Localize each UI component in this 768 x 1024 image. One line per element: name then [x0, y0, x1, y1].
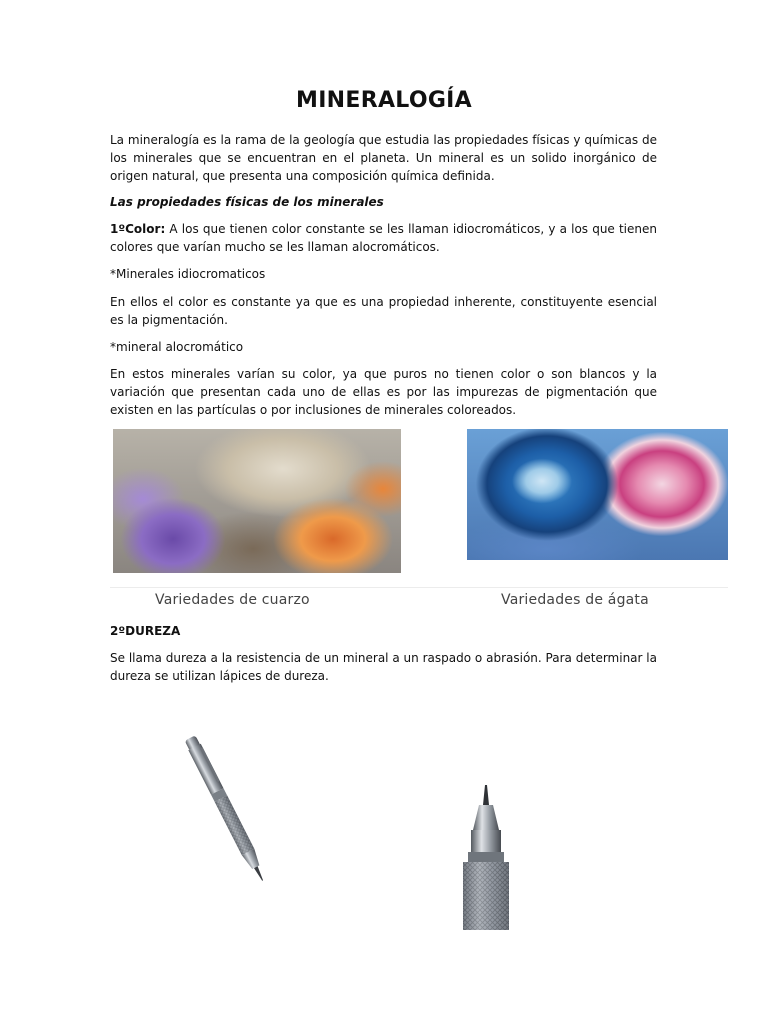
idio-heading: *Minerales idiocromaticos — [110, 267, 266, 281]
alo-heading: *mineral alocromático — [110, 340, 244, 354]
agate-caption: Variedades de ágata — [501, 592, 649, 608]
quartz-photo — [113, 429, 401, 573]
hardness-pencil-image-closeup — [365, 730, 605, 930]
caption-divider — [110, 587, 728, 588]
quartz-caption: Variedades de cuarzo — [155, 592, 310, 608]
page-title: MINERALOGÍA — [296, 88, 472, 113]
agate-photo — [467, 429, 728, 560]
alo-paragraph: En estos minerales varían su color, ya que puros no tienen color o son blancos y la variación que presentan cada uno de ellas es por las impurezas de pigmentación que existen en las partículas o por inclusiones de minerales coloreados. — [110, 367, 657, 417]
dureza-paragraph: Se llama dureza a la resistencia de un mineral a un raspado o abrasión. Para determinar la dureza se utilizan lápices de dureza. — [110, 651, 657, 683]
intro-paragraph: La mineralogía es la rama de la geología que estudia las propiedades físicas y químicas de los minerales que se encuentran en el planeta. Un mineral es un solido inorgánico de origen natural, que presenta una composición química definida. — [110, 133, 657, 183]
section-subtitle: Las propiedades físicas de los minerales — [110, 195, 384, 209]
dureza-heading: 2ºDUREZA — [110, 624, 181, 638]
hardness-pencil-image-diagonal — [110, 720, 360, 900]
color-paragraph — [110, 220, 657, 256]
idio-paragraph: En ellos el color es constante ya que es una propiedad inherente, constituyente esencial es la pigmentación. — [110, 295, 657, 327]
color-label: 1ºColor: — [110, 222, 166, 236]
color-text: A los que tienen color constante se les llaman idiocromáticos, y a los que tienen colores que varían mucho se les llaman alocromáticos. — [110, 222, 657, 254]
